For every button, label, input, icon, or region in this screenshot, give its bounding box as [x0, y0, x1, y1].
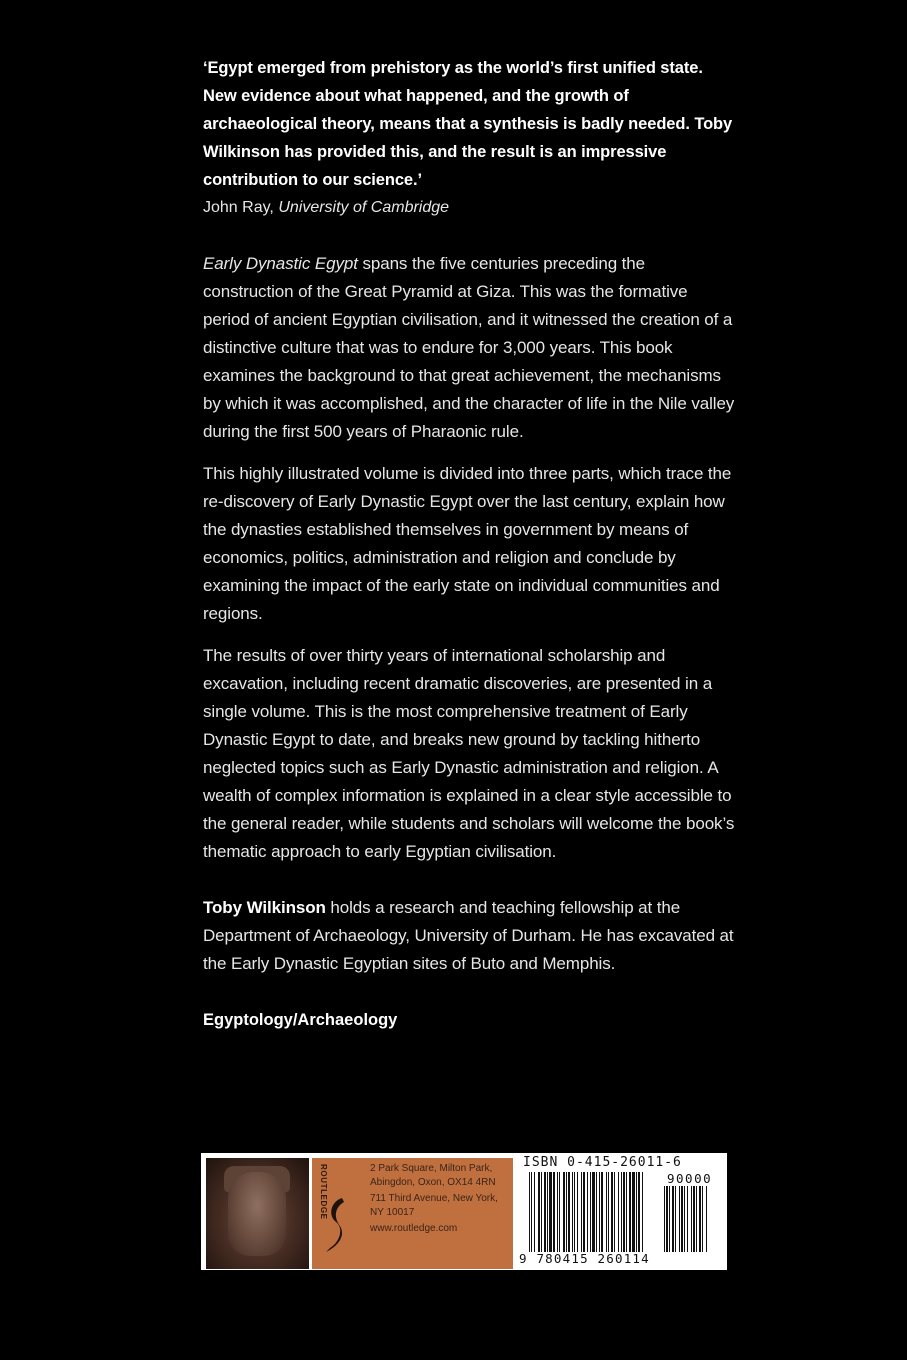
barcode-bar [596, 1172, 597, 1252]
barcode-bar [632, 1172, 635, 1252]
barcode-bar [629, 1172, 631, 1252]
address-uk-line-2: Abingdon, Oxon, OX14 4RN [370, 1177, 496, 1188]
barcode-bar [626, 1172, 627, 1252]
barcode-bar [599, 1172, 600, 1252]
barcode-bar [547, 1172, 548, 1252]
barcode-bar [706, 1186, 707, 1252]
barcode-bar [636, 1172, 637, 1252]
barcode-bar [574, 1172, 575, 1252]
barcode-bar [538, 1172, 540, 1252]
description-paragraph-1 [203, 250, 738, 446]
barcode-bar [638, 1172, 640, 1252]
quote-author: John Ray, [203, 199, 274, 216]
description-paragraph-2: This highly illustrated volume is divided into three parts, which trace the re-discovery of Early Dynastic Egypt over the last century, explain how the dynasties established themselves in government by means of economics, politics, administration and religion and conclude by examining the impact of the early state on individual communities and regions. [203, 464, 732, 623]
address-uk-line-1: 2 Park Square, Milton Park, [370, 1163, 493, 1174]
barcode-bar [541, 1172, 542, 1252]
address-us-line-1: 711 Third Avenue, New York, [370, 1193, 498, 1204]
barcode-bar [642, 1172, 643, 1252]
barcode-bar [623, 1172, 625, 1252]
barcode-bar [681, 1186, 683, 1252]
barcode-bar [553, 1172, 555, 1252]
barcode-bar [684, 1186, 685, 1252]
barcode-bar [529, 1172, 530, 1252]
book-title-italic: Early Dynastic Egypt [203, 254, 358, 273]
barcode-bar [666, 1186, 668, 1252]
back-cover-text [203, 54, 738, 978]
barcode-bar [572, 1172, 573, 1252]
barcode-bar [687, 1186, 688, 1252]
barcode-bar [557, 1172, 558, 1252]
barcode-bar [614, 1172, 615, 1252]
barcode-bar [531, 1172, 532, 1252]
isbn-label: ISBN 0-415-26011-6 [523, 1155, 682, 1170]
barcode-bar [590, 1172, 591, 1252]
barcode-bar [621, 1172, 622, 1252]
pharaoh-head-image [206, 1158, 309, 1269]
barcode-bar [601, 1172, 603, 1252]
barcode-bar [618, 1172, 619, 1252]
author-bio-text: holds a research and teaching fellowship at the Department of Archaeology, University of Durham. He has excavated at the Early Dynastic Egyptian sites of Buto and Memphis. [203, 898, 734, 973]
barcode-bar [544, 1172, 546, 1252]
barcode-bar [549, 1172, 552, 1252]
ean-barcode [529, 1172, 659, 1254]
barcode-bar [675, 1186, 676, 1252]
author-name: Toby Wilkinson [203, 898, 326, 917]
barcode-bar [702, 1186, 703, 1252]
barcode-bar [608, 1172, 609, 1252]
price-addon-digits: 90000 [667, 1171, 713, 1186]
barcode-bar [691, 1186, 692, 1252]
barcode-bar [672, 1186, 674, 1252]
quote-attribution [203, 194, 738, 222]
description-p1-text: spans the five centuries preceding the construction of the Great Pyramid at Giza. This was the formative period of ancient Egyptian civilisation, and it witnessed the creation of a distinctive culture that was to endure for 3,000 years. This book examines the background to that great achievement, the mechanisms by which it was accomplished, and the character of life in the Nile valley during the first 500 years of Pharaonic rule. [203, 254, 735, 441]
publisher-panel [312, 1158, 513, 1269]
barcode-block [519, 1155, 725, 1268]
barcode-bar [606, 1172, 607, 1252]
barcode-bar [611, 1172, 613, 1252]
publisher-strip [201, 1153, 727, 1270]
addon-barcode [664, 1186, 722, 1252]
publisher-name: ROUTLEDGE [319, 1164, 328, 1220]
barcode-bar [568, 1172, 570, 1252]
barcode-bar [559, 1172, 560, 1252]
description-paragraph-3: The results of over thirty years of international scholarship and excavation, including recent dramatic discoveries, are presented in a single volume. This is the most comprehensive treatment of Early Dynastic Egypt to date, and breaks new ground by tackling hitherto neglected topics such as Early Dynastic administration and religion. A wealth of complex information is explained in a clear style accessible to the general reader, while students and scholars will welcome the book’s thematic approach to early Egyptian civilisation. [203, 646, 735, 861]
barcode-bar [583, 1172, 585, 1252]
barcode-bar [592, 1172, 595, 1252]
author-bio [203, 894, 738, 978]
address-us-line-2: NY 10017 [370, 1207, 415, 1218]
barcode-bar [534, 1172, 535, 1252]
barcode-bar [587, 1172, 588, 1252]
quote-affiliation: University of Cambridge [278, 199, 450, 216]
publisher-website: www.routledge.com [370, 1223, 458, 1234]
barcode-bar [679, 1186, 680, 1252]
barcode-bar [669, 1186, 670, 1252]
barcode-bar [563, 1172, 565, 1252]
subject-category: Egyptology/Archaeology [203, 1011, 398, 1029]
barcode-bar [696, 1186, 697, 1252]
publisher-addresses [370, 1162, 510, 1236]
barcode-bar [577, 1172, 578, 1252]
barcode-bar [693, 1186, 695, 1252]
barcode-bar [581, 1172, 582, 1252]
barcode-bar [664, 1186, 665, 1252]
endorsement-quote: ‘Egypt emerged from prehistory as the world’s first unified state. New evidence about what happened, and the growth of archaeological theory, means that a synthesis is badly needed. Toby Wilkinson has provided this, and the result is an impressive contribution to our science.’ [203, 59, 733, 189]
ean-digits: 9 780415 260114 [519, 1251, 650, 1266]
barcode-bar [699, 1186, 701, 1252]
barcode-bar [566, 1172, 567, 1252]
